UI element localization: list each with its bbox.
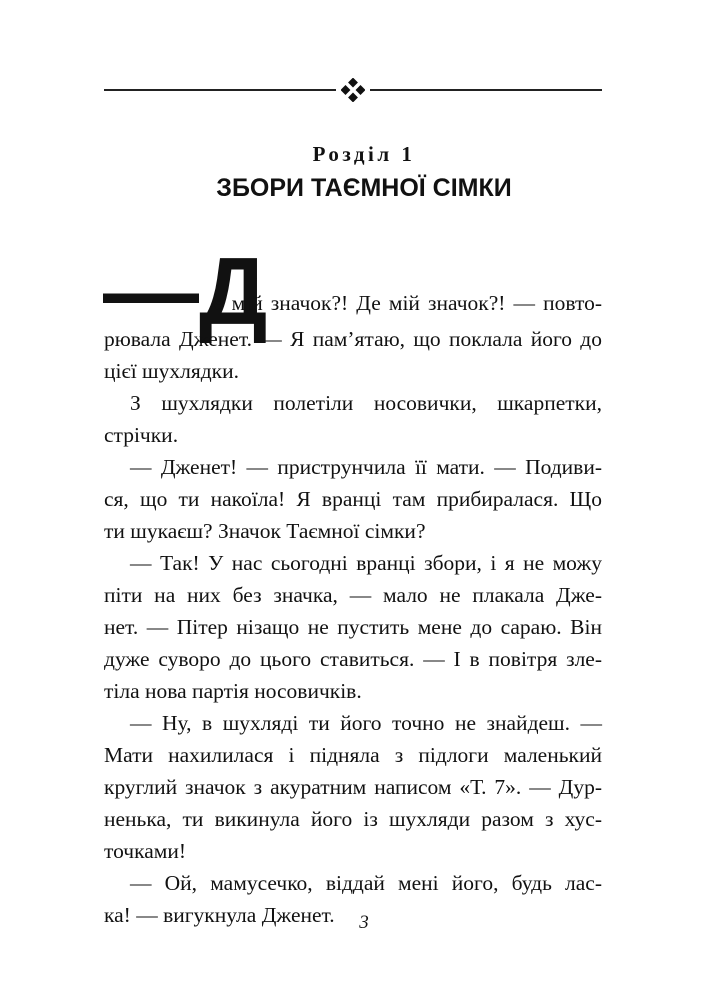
text-line: ти шукаєш? Значок Таємної сімки? [104, 519, 426, 543]
text-line: — Ой, мамусечко, віддай мені його, будь лас- [130, 871, 602, 895]
ornament-rule-right [370, 89, 602, 91]
text-line: стрічки. [104, 423, 179, 447]
text-line: точками! [104, 839, 187, 863]
text-line: — Дженет! — приструнчила її мати. — Подиви- [130, 455, 602, 479]
text-line: тіла нова партія носовичків. [104, 679, 362, 703]
text-line: ненька, ти викинула його із шухляди разом з хус- [104, 807, 602, 831]
chapter-title: ЗБОРИ ТАЄМНОЇ СІМКИ [216, 174, 512, 202]
text-line: круглий значок з акуратним написом «Т. 7». — Дур- [104, 775, 602, 799]
header-ornament [104, 78, 602, 102]
text-line: — Так! У нас сьогодні вранці збори, і я не можу [130, 551, 602, 575]
text-line: рювала Дженет. — Я пам’ятаю, що поклала його до [104, 327, 602, 351]
diamond-ornament-icon [341, 78, 365, 102]
text-line: е мій значок?! Де мій значок?! — повто- [214, 291, 602, 315]
text-line: ка! — вигукнула Дженет. [104, 903, 335, 927]
page-number: 3 [359, 912, 369, 933]
text-line: ся, що ти накоїла! Я вранці там прибиралася. Що [104, 487, 602, 511]
drop-cap: —Д [103, 238, 268, 345]
text-line: дуже суворо до цього ставиться. — І в повітря зле- [104, 647, 602, 671]
ornament-rule-left [104, 89, 336, 91]
chapter-label: Розділ 1 [312, 142, 416, 166]
text-line: нет. — Пітер нізащо не пустить мене до сараю. Він [104, 615, 602, 639]
text-line: З шухлядки полетіли носовички, шкарпетки, [130, 391, 602, 415]
text-line: Мати нахилилася і підняла з підлоги маленький [104, 743, 602, 767]
text-line: піти на них без значка, — мало не плакала Дже- [104, 583, 602, 607]
text-line: — Ну, в шухляді ти його точно не знайдеш. — [130, 711, 602, 735]
text-line: цієї шухлядки. [104, 359, 239, 383]
